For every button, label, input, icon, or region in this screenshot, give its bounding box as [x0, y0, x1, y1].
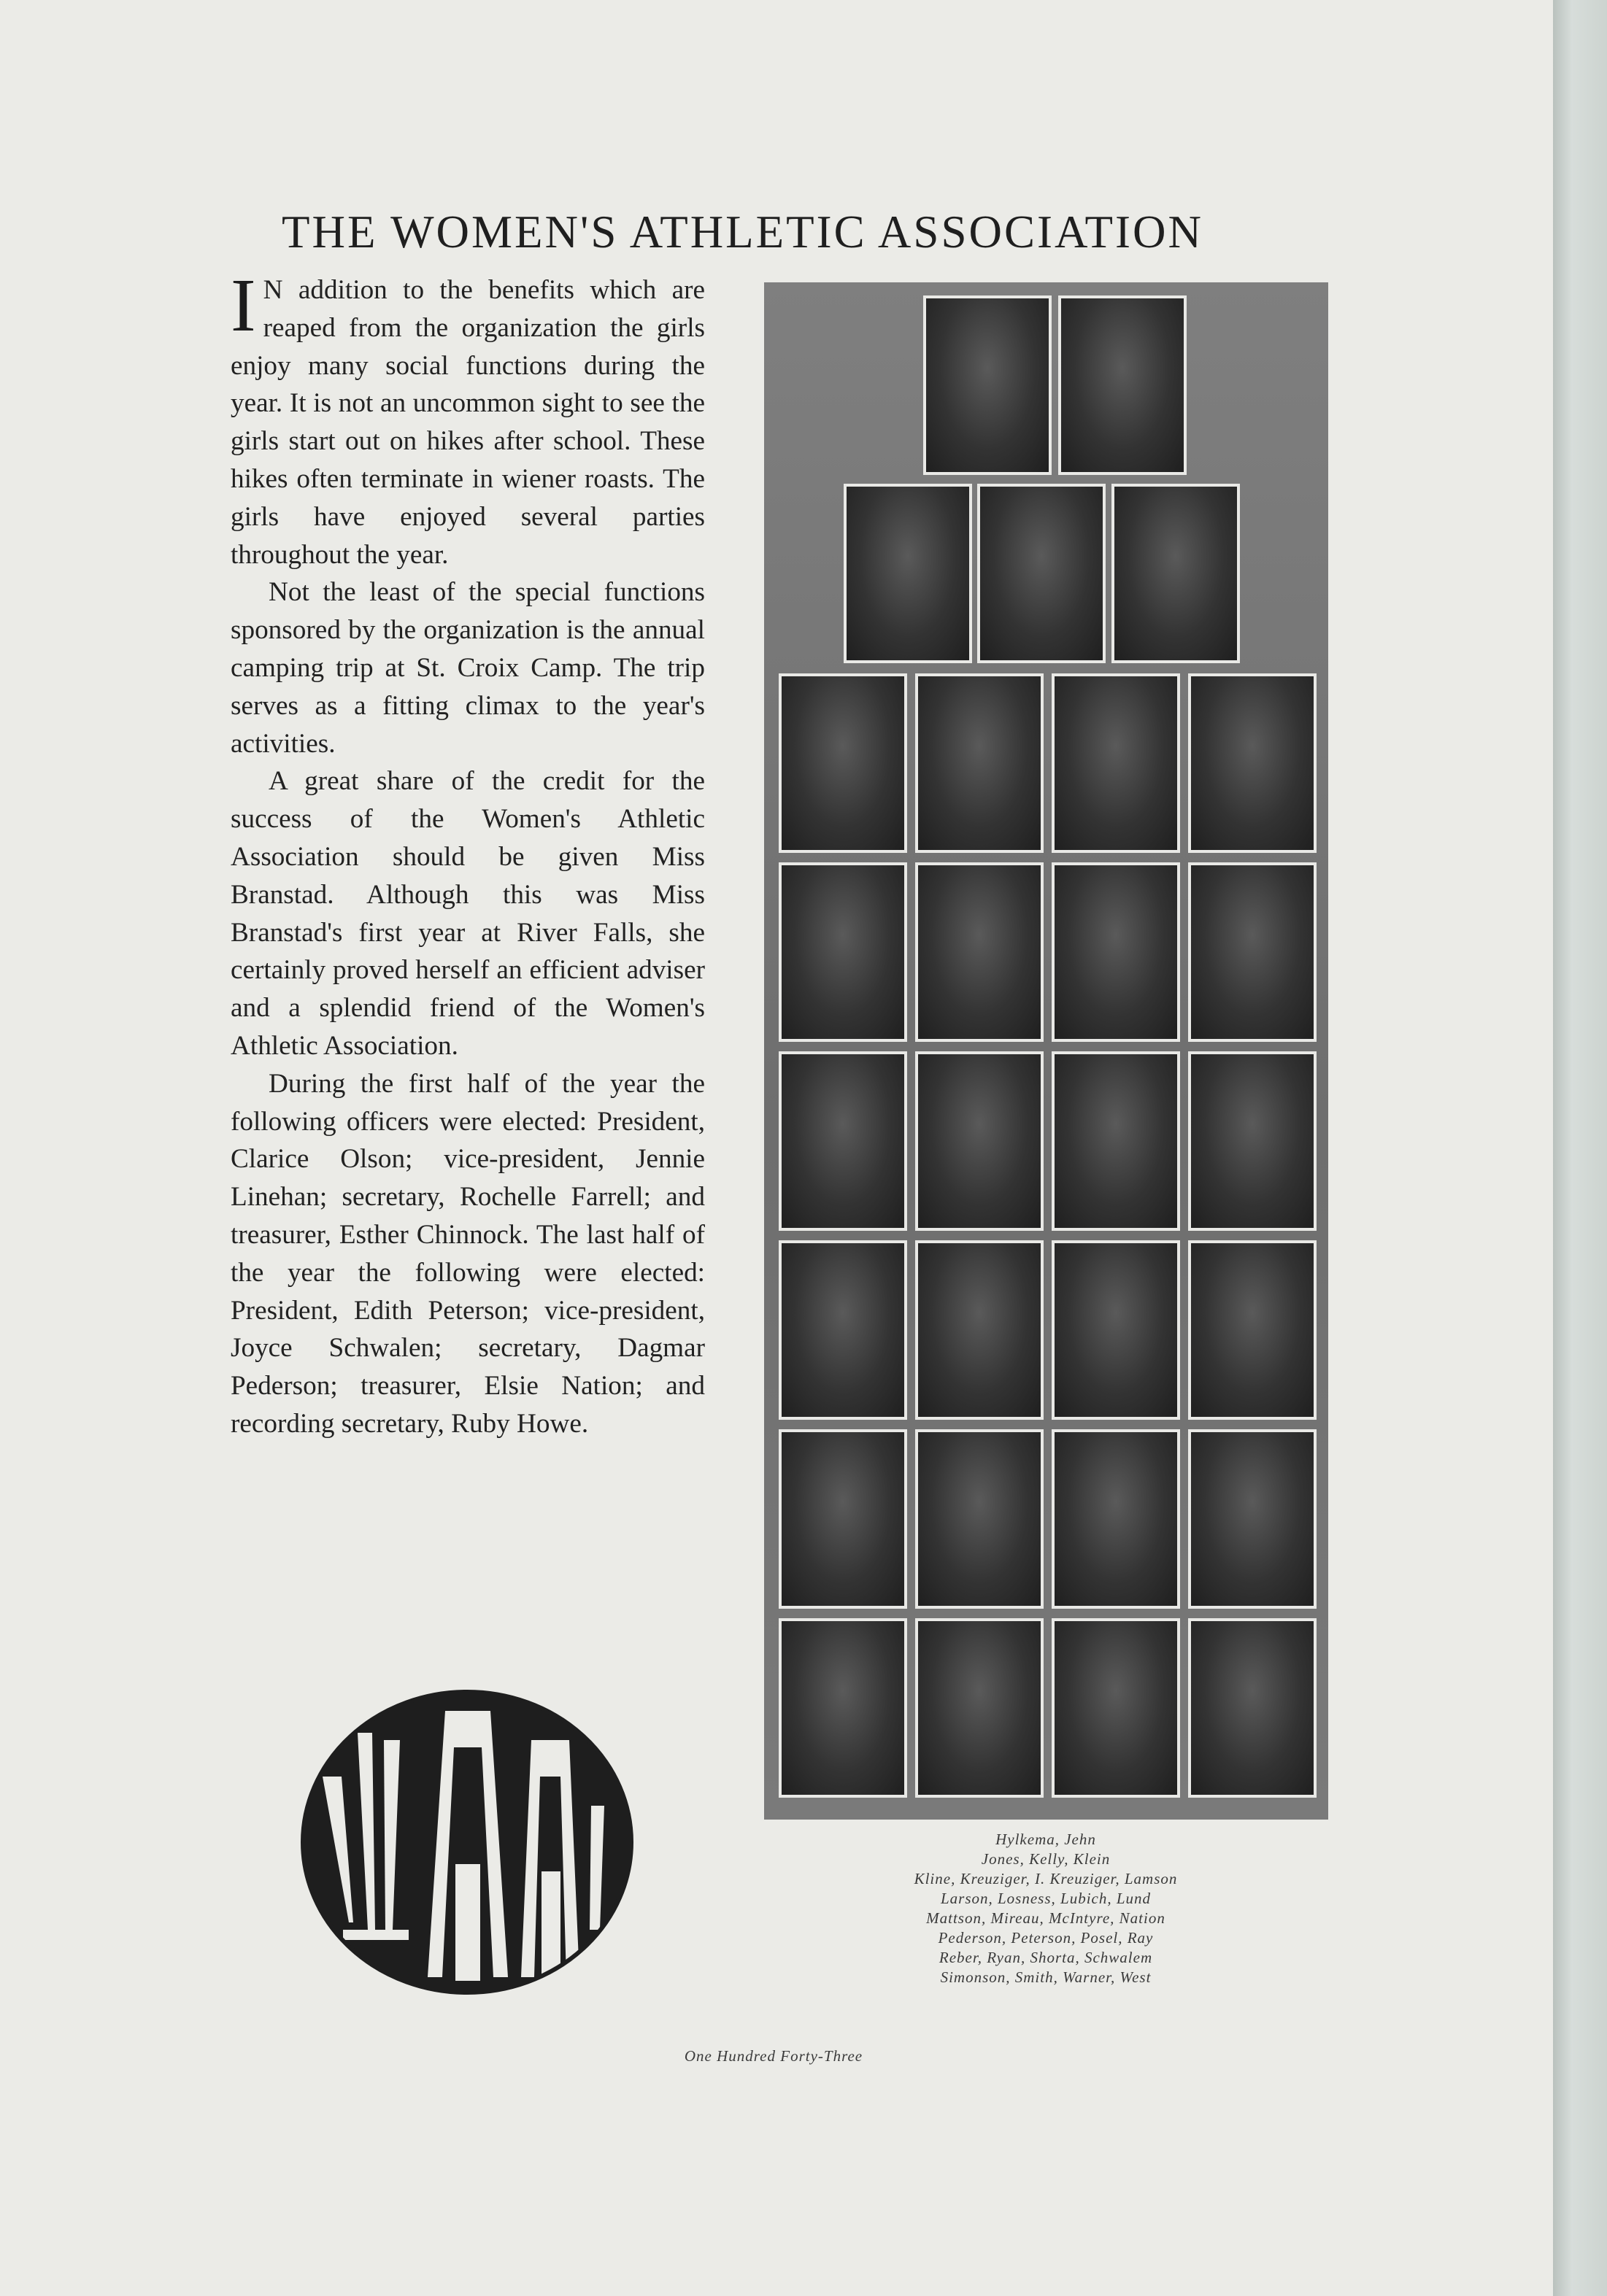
portrait-photo [779, 1240, 907, 1420]
portrait-photo [1188, 1240, 1317, 1420]
portrait-photo [915, 1240, 1044, 1420]
portrait-photo [1111, 484, 1240, 663]
portrait-photo [844, 484, 972, 663]
portrait-photo [779, 862, 907, 1042]
portrait-photo [915, 1429, 1044, 1609]
portrait-photo [1188, 1051, 1317, 1231]
paragraph-3: A great share of the credit for the success of the Women's Athletic Association should be given Miss Branstad. Although this was Miss Branstad's first year at River Falls, she certainly proved herself an efficient adviser and a splendid friend of the Women's Athletic Association. [231, 766, 705, 1061]
portrait-photo [1188, 1618, 1317, 1798]
caption-line: Reber, Ryan, Shorta, Schwalem [939, 1949, 1153, 1966]
portrait-photo [779, 673, 907, 853]
portrait-photo [779, 1618, 907, 1798]
portrait-photo [1188, 1429, 1317, 1609]
caption-line: Simonson, Smith, Warner, West [940, 1968, 1152, 1986]
portrait-photo [1188, 673, 1317, 853]
portrait-photo [1052, 673, 1180, 853]
portrait-photo [915, 673, 1044, 853]
page-number-footer: One Hundred Forty-Three [684, 2047, 863, 2065]
paragraph-1 [231, 263, 705, 573]
caption-line: Jones, Kelly, Klein [981, 1850, 1111, 1868]
caption-line: Larson, Losness, Lubich, Lund [940, 1890, 1152, 1907]
portrait-caption-list [778, 1830, 1314, 1987]
paragraph-1-text: N addition to the benefits which are reaped from the organization the girls enjoy many social functions during the year. It is not an uncommon sight to see the girls start out on hikes after school. These hikes often terminate in wiener roasts. The girls have enjoyed several parties throughout the year. [231, 275, 705, 570]
portrait-photo [1052, 1618, 1180, 1798]
portrait-photo [915, 862, 1044, 1042]
portrait-photo [923, 295, 1052, 475]
caption-line: Hylkema, Jehn [995, 1831, 1096, 1848]
portrait-photo [1058, 295, 1187, 475]
portrait-photo [1052, 862, 1180, 1042]
portrait-photo [977, 484, 1106, 663]
portrait-photo [1052, 1051, 1180, 1231]
caption-line: Mattson, Mireau, McIntyre, Nation [926, 1909, 1165, 1927]
portrait-photo [779, 1051, 907, 1231]
portrait-photo [1052, 1429, 1180, 1609]
portrait-collage [764, 282, 1328, 1820]
waa-monogram-logo [299, 1689, 635, 1995]
portrait-photo [1052, 1240, 1180, 1420]
portrait-photo [1188, 862, 1317, 1042]
binding-edge [1553, 0, 1607, 2296]
portrait-photo [779, 1429, 907, 1609]
portrait-photo [915, 1051, 1044, 1231]
portrait-photo [915, 1618, 1044, 1798]
paragraph-2: Not the least of the special functions sponsored by the organization is the annual camping trip at St. Croix Camp. The trip serves as a fitting climax to the year's activities. [231, 577, 705, 759]
caption-line: Pederson, Peterson, Posel, Ray [938, 1929, 1154, 1947]
article-body [231, 263, 705, 1443]
paragraph-4: During the first half of the year the following officers were elected: President, Clarice Olson; vice-president, Jennie Linehan; secretary, Rochelle Farrell; and treasurer, Esther Chinnock. The last half of the year the following were elected: President, Edith Peterson; vice-president, Joyce Schwalen; secretary, Dagmar Pederson; treasurer, Elsie Nation; and recording secretary, Ruby Howe. [231, 1068, 705, 1439]
page-title: THE WOMEN'S ATHLETIC ASSOCIATION [282, 206, 1203, 258]
drop-cap: I [231, 263, 256, 347]
caption-line: Kline, Kreuziger, I. Kreuziger, Lamson [914, 1870, 1178, 1887]
